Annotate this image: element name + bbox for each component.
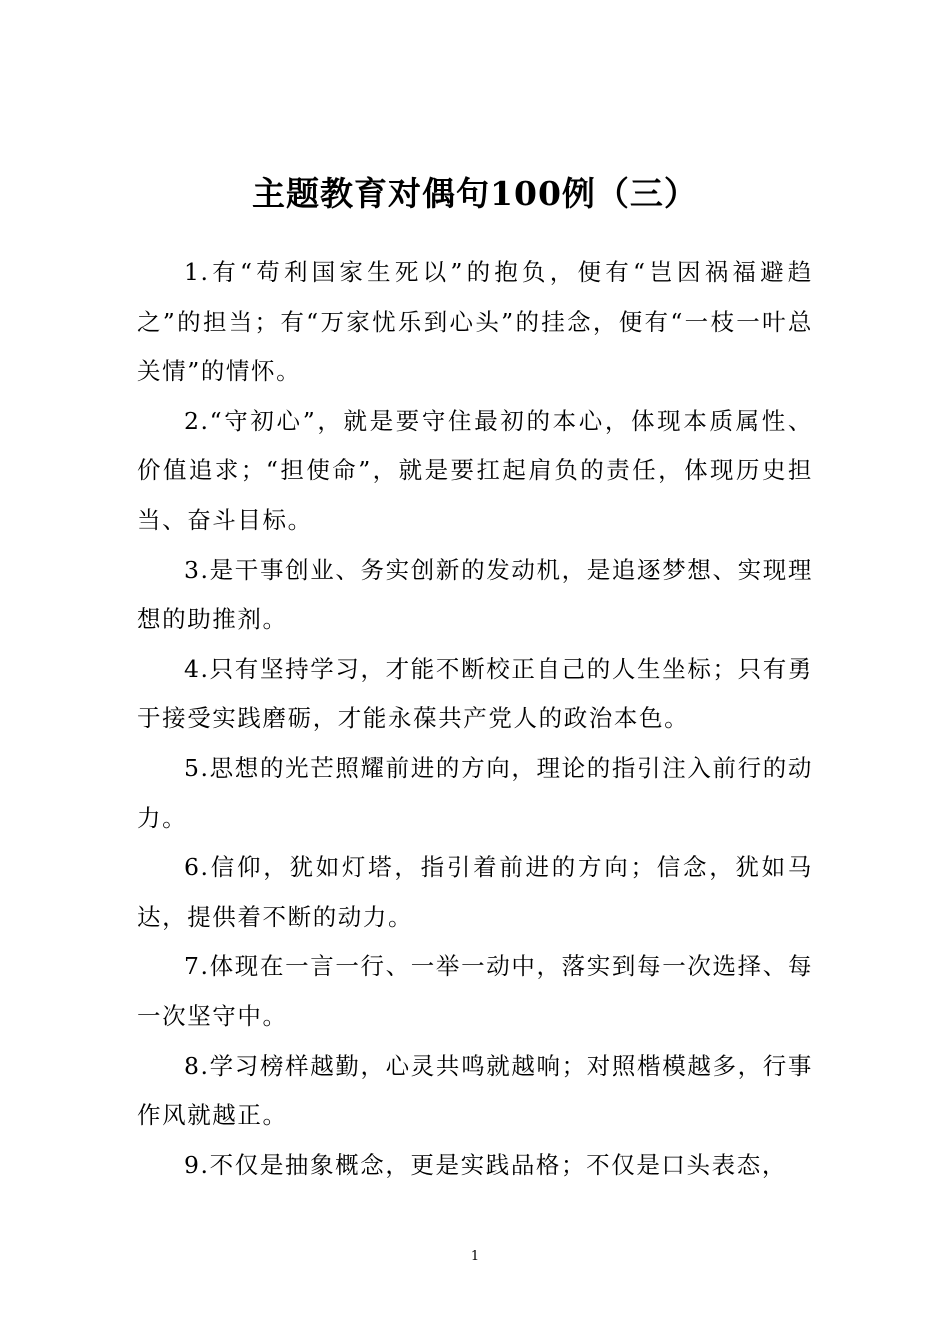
document-body bbox=[137, 248, 813, 1190]
paragraph-2: 2.“守初心”，就是要守住最初的本心，体现本质属性、价值追求；“担使命”，就是要扛起肩负的责任，体现历史担当、奋斗目标。 bbox=[137, 406, 813, 534]
paragraph-6: 6.信仰，犹如灯塔，指引着前进的方向；信念，犹如马达，提供着不断的动力。 bbox=[137, 853, 813, 931]
paragraph-9: 9.不仅是抽象概念，更是实践品格；不仅是口头表态， bbox=[184, 1150, 787, 1179]
paragraph-8: 8.学习榜样越勤，心灵共鸣就越响；对照楷模越多，行事作风就越正。 bbox=[137, 1051, 813, 1130]
paragraph-1: 1.有“苟利国家生死以”的抱负，便有“岂因祸福避趋之”的担当；有“万家忧乐到心头”的挂念，便有“一枝一叶总关情”的情怀。 bbox=[137, 258, 813, 386]
document-title: 主题教育对偶句100例（三） bbox=[252, 174, 698, 213]
paragraph-4: 4.只有坚持学习，才能不断校正自己的人生坐标；只有勇于接受实践磨砺，才能永葆共产党人的政治本色。 bbox=[137, 654, 813, 733]
page-number: 1 bbox=[470, 1249, 480, 1264]
paragraph-5: 5.思想的光芒照耀前进的方向，理论的指引注入前行的动力。 bbox=[137, 753, 813, 832]
paragraph-3: 3.是干事创业、务实创新的发动机，是追逐梦想、实现理想的助推剂。 bbox=[137, 555, 813, 634]
paragraph-7: 7.体现在一言一行、一举一动中，落实到每一次选择、每一次坚守中。 bbox=[137, 952, 813, 1030]
